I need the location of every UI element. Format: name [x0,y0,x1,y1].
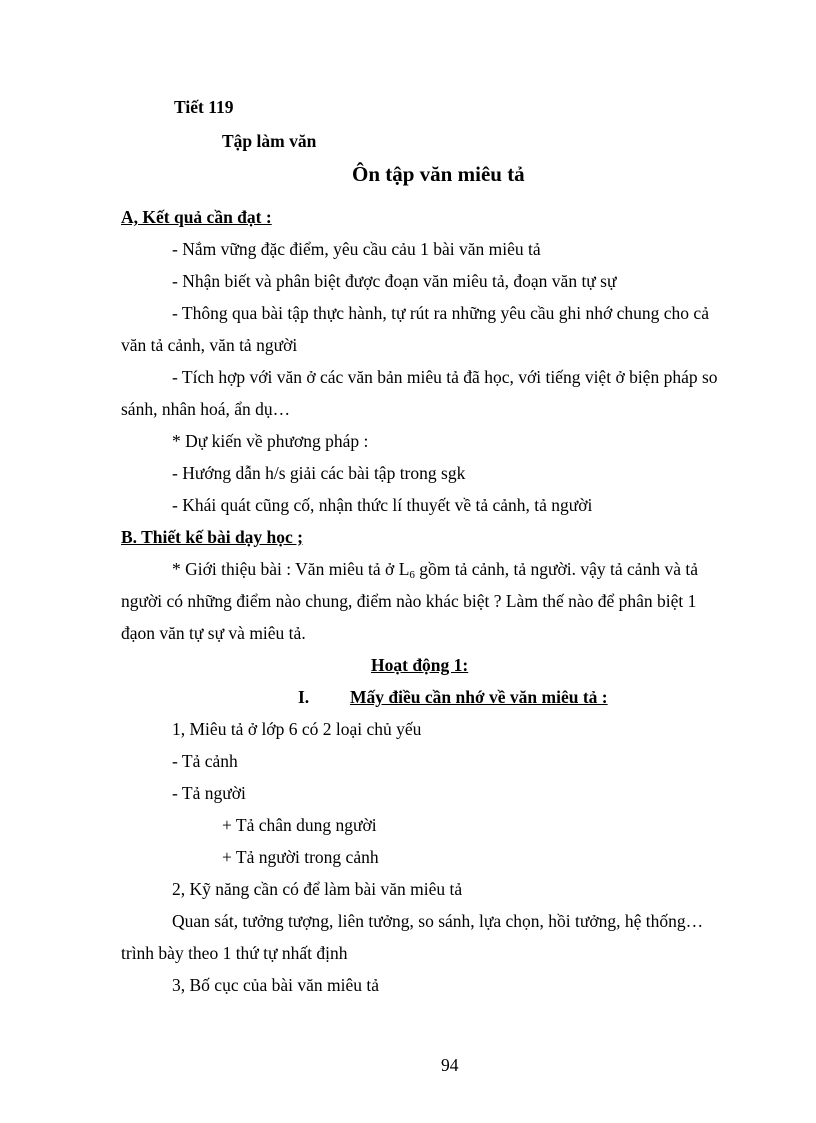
section-a-item: - Khái quát cũng cố, nhận thức lí thuyết về tả cảnh, tả người [172,495,593,515]
section-b-intro [172,558,698,580]
section-a-item: - Nắm vững đặc điểm, yêu cầu cảu 1 bài văn miêu tả [172,239,541,259]
activity-line: - Tả người [172,783,246,803]
activity-line: + Tả người trong cảnh [222,847,379,867]
activity-line: + Tả chân dung người [222,815,377,835]
intro-subscript: 6 [409,569,415,581]
roman-numeral: I. [298,687,310,707]
activity-line: trình bày theo 1 thứ tự nhất định [121,943,348,963]
activity-heading: Hoạt động 1: [371,655,469,675]
activity-subheading: Mấy điều cần nhớ về văn miêu tả : [350,687,608,707]
subject-label: Tập làm văn [222,131,317,151]
page-title: Ôn tập văn miêu tả [352,162,525,186]
section-b-intro-line: người có những điểm nào chung, điểm nào khác biệt ? Làm thế nào để phân biệt 1 [121,591,697,611]
page-number: 94 [441,1055,459,1075]
section-a-item: - Tích hợp với văn ở các văn bản miêu tả đã học, với tiếng việt ở biện pháp so [172,367,718,387]
activity-line: - Tả cảnh [172,751,238,771]
intro-text-cont: gồm tả cảnh, tả người. vậy tả cảnh và tả [414,559,698,579]
section-b-intro-line: đạon văn tự sự và miêu tả. [121,623,306,643]
intro-text: * Giới thiệu bài : Văn miêu tả ở L [172,559,410,579]
activity-line: 3, Bố cục của bài văn miêu tả [172,975,380,995]
section-a-heading: A, Kết quả cần đạt : [121,207,272,227]
section-a-item: * Dự kiến về phương pháp : [172,431,369,451]
section-a-item: - Hướng dẫn h/s giải các bài tập trong sgk [172,463,466,483]
activity-line: 2, Kỹ năng cần có để làm bài văn miêu tả [172,879,463,899]
section-b-heading: B. Thiết kế bài dạy học ; [121,527,303,547]
section-a-item: sánh, nhân hoá, ẩn dụ… [121,399,291,419]
activity-line: 1, Miêu tả ở lớp 6 có 2 loại chủ yếu [172,719,422,739]
activity-line: Quan sát, tưởng tượng, liên tưởng, so sánh, lựa chọn, hồi tưởng, hệ thống… [172,911,704,931]
lesson-number: Tiết 119 [174,97,234,117]
section-a-item: văn tả cảnh, văn tả người [121,335,298,355]
section-a-item: - Thông qua bài tập thực hành, tự rút ra những yêu cầu ghi nhớ chung cho cả [172,303,709,323]
section-a-item: - Nhận biết và phân biệt được đoạn văn miêu tả, đoạn văn tự sự [172,271,617,291]
